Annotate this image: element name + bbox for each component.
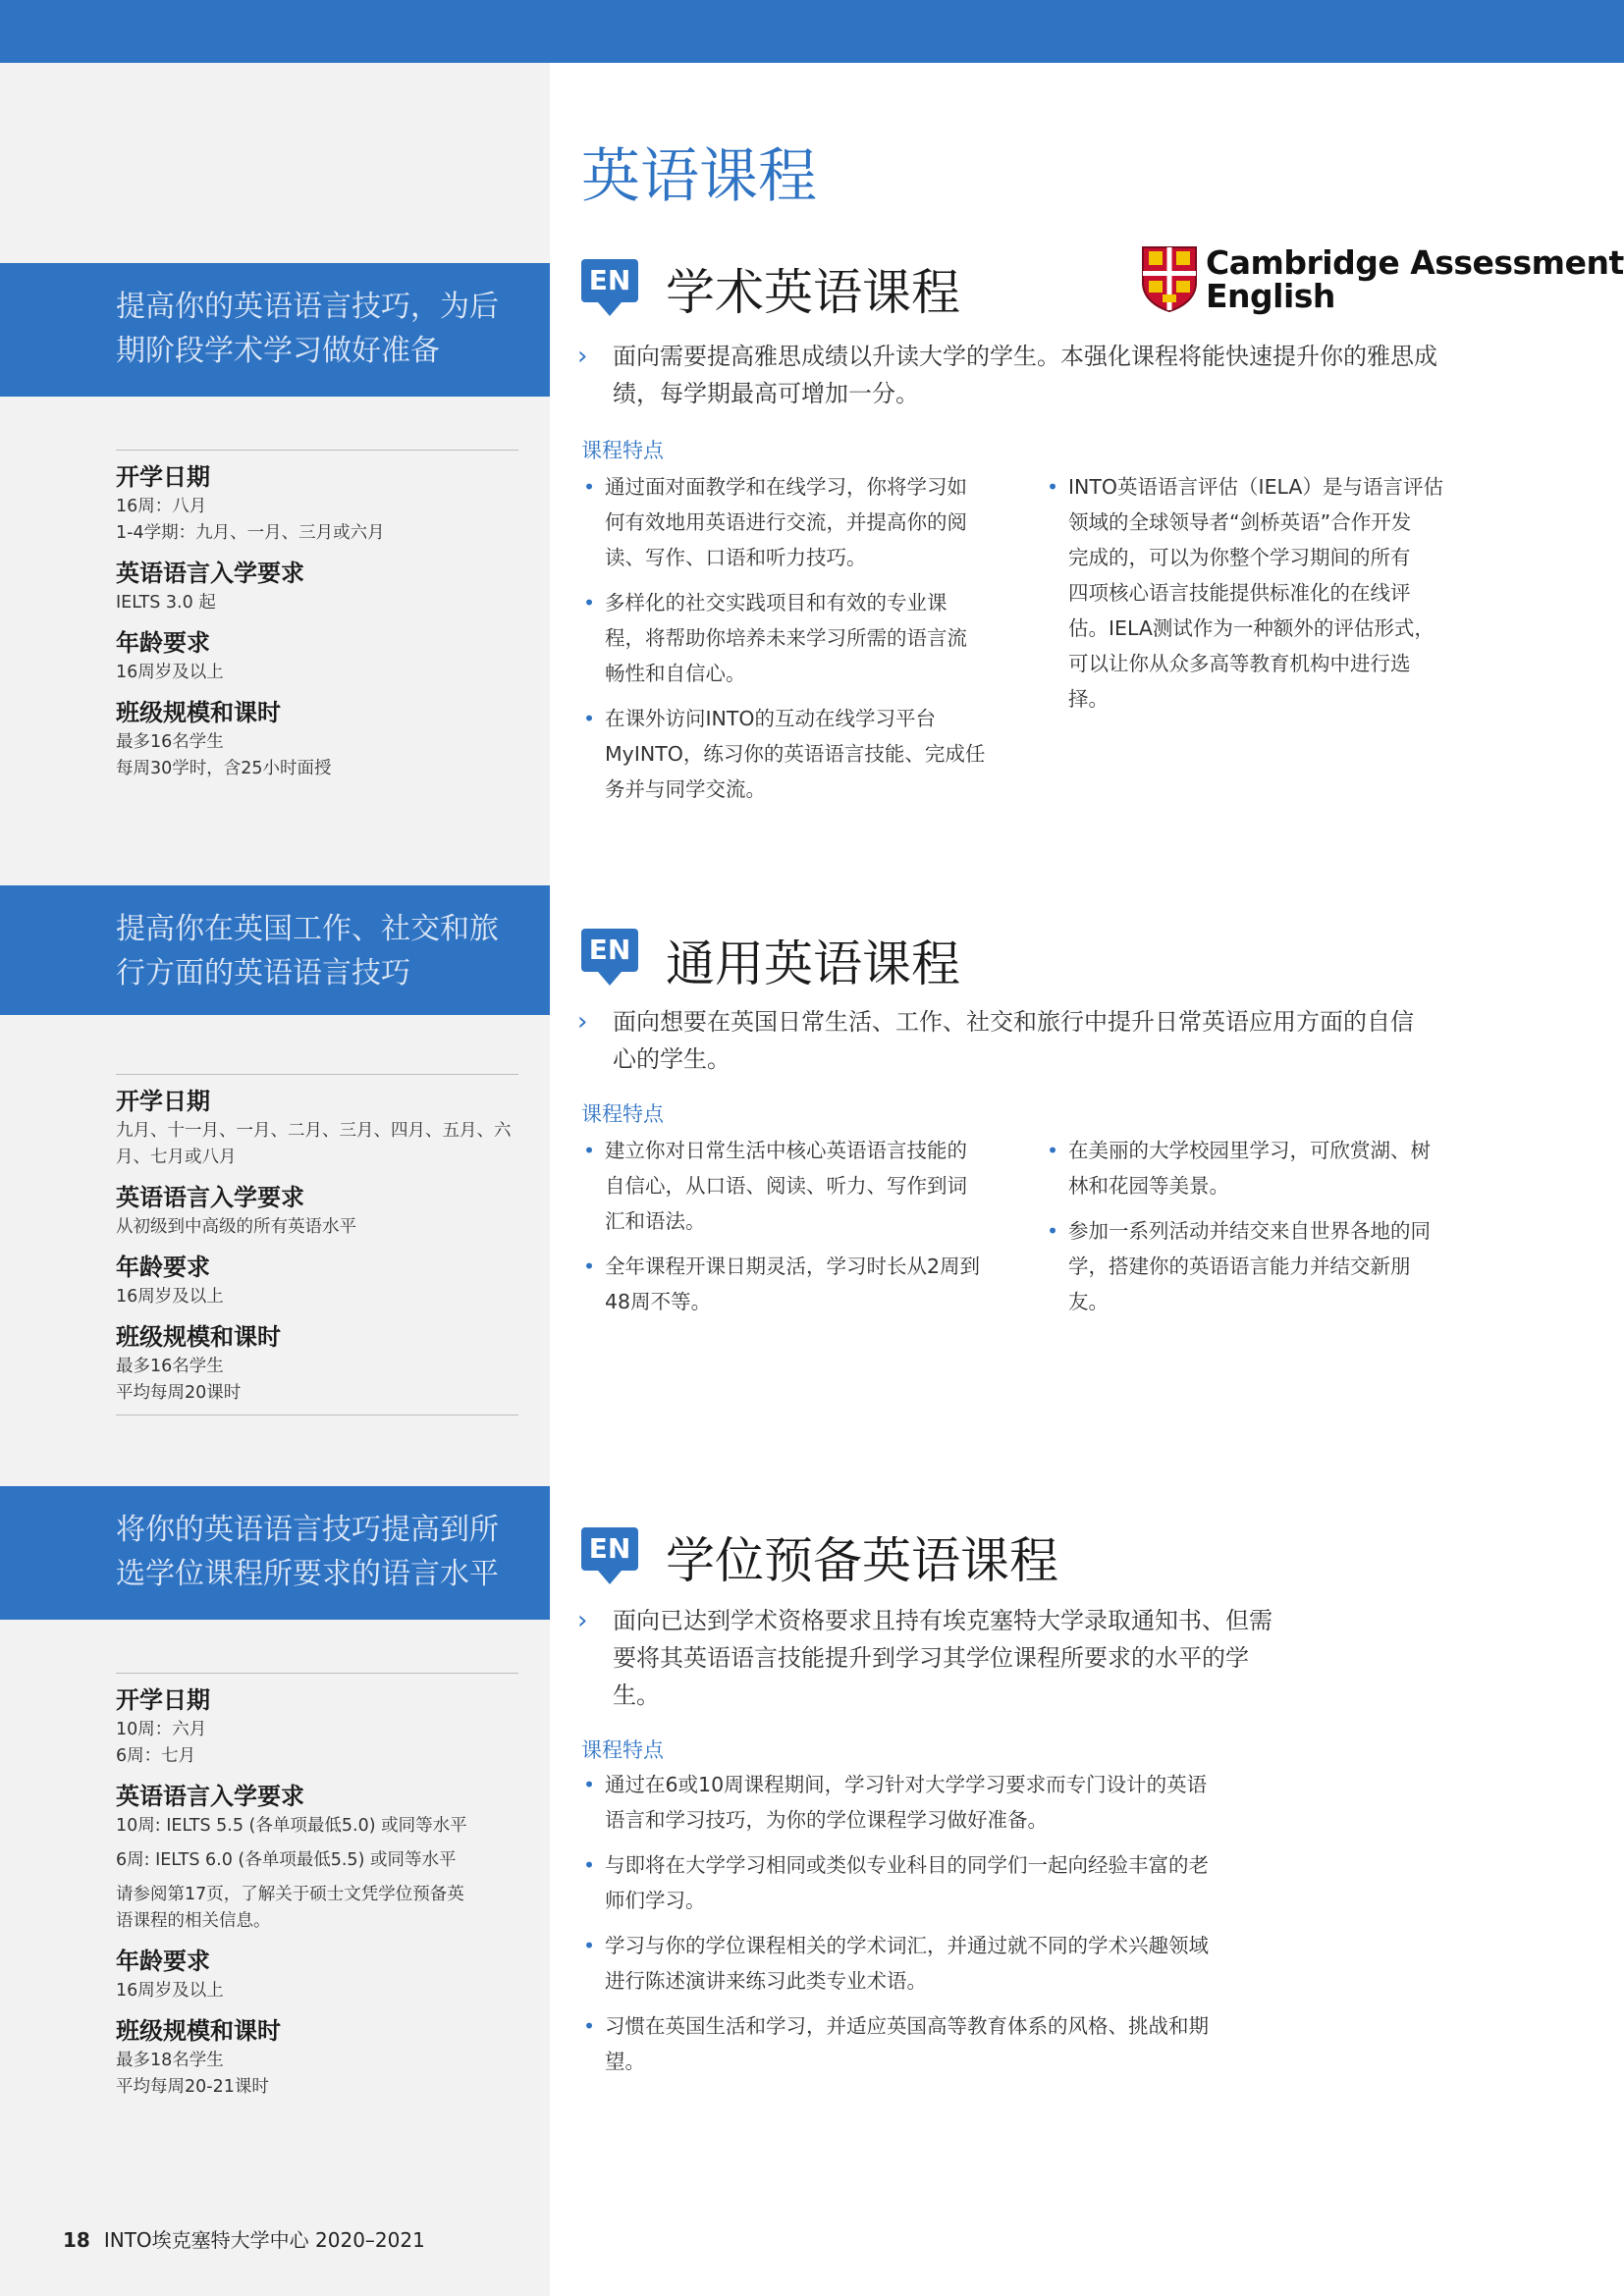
course-2-intro (577, 1003, 1481, 1078)
course-1-features-left (583, 469, 1035, 817)
feature-line: • 与即将在大学学习相同或类似专业科目的同学们一起向经验丰富的老 (605, 1853, 1209, 1877)
chevron-right-icon: › (577, 342, 588, 371)
requirement-heading: 英语语言入学要求 (116, 560, 304, 587)
list-item (583, 469, 1035, 575)
requirement-note: 语课程的相关信息。 (116, 1911, 271, 1931)
age-heading: 年龄要求 (116, 629, 210, 657)
feature-line: 程，将帮助你培养未来学习所需的语言流 (605, 626, 967, 650)
intro-line: 面向已达到学术资格要求且持有埃克塞特大学录取通知书、但需 (613, 1607, 1272, 1634)
feature-line: 读、写作、口语和听力技巧。 (605, 546, 867, 569)
feature-line: • 建立你对日常生活中核心英语语言技能的 (605, 1139, 967, 1162)
chevron-right-icon: › (577, 1606, 588, 1635)
banner-line: 提高你在英国工作、社交和旅 (116, 912, 499, 946)
footer-text: INTO埃克塞特大学中心 2020–2021 (103, 2228, 425, 2252)
banner-line: 将你的英语语言技巧提高到所 (116, 1513, 499, 1547)
feature-line: 畅性和自信心。 (605, 662, 746, 685)
course-2-features-label: 课程特点 (581, 1102, 664, 1126)
intro-line: 心的学生。 (613, 1045, 731, 1073)
feature-line: 师们学习。 (605, 1889, 706, 1912)
age-heading: 年龄要求 (116, 1254, 210, 1281)
age-value: 16周岁及以上 (116, 663, 224, 682)
list-item (583, 1847, 1329, 1918)
feature-line: • INTO英语语言评估（IELA）是与语言评估 (1068, 475, 1443, 499)
logo-line-1: Cambridge Assessment (1206, 243, 1624, 282)
course-2-title: 通用英语课程 (666, 935, 960, 992)
list-item (583, 1133, 1035, 1239)
feature-line: 完成的，可以为你整个学习期间的所有 (1068, 546, 1411, 569)
course-1-intro (577, 338, 1481, 412)
intro-line: 绩，每学期最高可增加一分。 (613, 380, 919, 407)
course-1-features-label: 课程特点 (581, 439, 664, 462)
course-1-title: 学术英语课程 (666, 264, 960, 321)
start-date-value: 10周：六月 (116, 1720, 207, 1739)
feature-line: • 习惯在英国生活和学习，并适应英国高等教育体系的风格、挑战和期 (605, 2014, 1209, 2038)
divider (116, 1074, 518, 1075)
en-badge-icon: EN (581, 929, 638, 972)
feature-line: 何有效地用英语进行交流，并提高你的阅 (605, 510, 967, 534)
class-size-value: 每周30学时，含25小时面授 (116, 759, 332, 778)
feature-line: 语言和学习技巧，为你的学位课程学习做好准备。 (605, 1808, 1048, 1832)
requirement-note: 请参阅第17页，了解关于硕士文凭学位预备英 (116, 1885, 464, 1904)
list-item (583, 701, 1035, 807)
feature-line: 可以让你从众多高等教育机构中进行选 (1068, 652, 1411, 675)
start-date-value: 6周：七月 (116, 1746, 196, 1766)
feature-line: 择。 (1068, 687, 1109, 711)
start-date-value: 1-4学期：九月、一月、三月或六月 (116, 523, 385, 543)
feature-line: • 多样化的社交实践项目和有效的专业课 (605, 591, 947, 614)
start-date-heading: 开学日期 (116, 1088, 210, 1115)
intro-line: 面向需要提高雅思成绩以升读大学的学生。本强化课程将能快速提升你的雅思成 (613, 343, 1437, 370)
en-badge-icon: EN (581, 259, 638, 302)
feature-line: 进行陈述演讲来练习此类专业术语。 (605, 1969, 927, 1993)
page-title: 英语课程 (581, 142, 817, 211)
en-badge-icon: EN (581, 1527, 638, 1571)
class-size-value: 最多18名学生 (116, 2051, 224, 2070)
course-1-features-right (1047, 469, 1508, 726)
divider (116, 450, 518, 451)
class-size-value: 最多16名学生 (116, 732, 224, 752)
requirement-value: 6周: IELTS 6.0 (各单项最低5.5) 或同等水平 (116, 1850, 457, 1870)
feature-line: 48周不等。 (605, 1290, 712, 1313)
course-3-intro (577, 1602, 1481, 1714)
feature-line: • 通过面对面教学和在线学习，你将学习如 (605, 475, 967, 499)
list-item (583, 1249, 1035, 1319)
list-item (583, 1767, 1329, 1838)
requirement-value: 10周: IELTS 5.5 (各单项最低5.0) 或同等水平 (116, 1816, 467, 1836)
course-2-features-left (583, 1133, 1035, 1329)
start-date-heading: 开学日期 (116, 1686, 210, 1714)
start-date-value: 九月、十一月、一月、二月、三月、四月、五月、六 (116, 1121, 512, 1141)
feature-line: • 学习与你的学位课程相关的学术词汇，并通过就不同的学术兴趣领域 (605, 1934, 1209, 1957)
top-bar (0, 0, 1624, 63)
feature-line: 领域的全球领导者“剑桥英语”合作开发 (1068, 510, 1412, 534)
start-date-heading: 开学日期 (116, 463, 210, 491)
list-item (1047, 1133, 1508, 1203)
feature-line: 估。IELA测试作为一种额外的评估形式， (1068, 616, 1435, 640)
course-2-banner (0, 885, 550, 1015)
course-3-features (583, 1767, 1329, 2089)
feature-line: 学，搭建你的英语语言能力并结交新朋 (1068, 1255, 1411, 1278)
cambridge-assessment-logo (1141, 243, 1624, 316)
start-date-value: 月、七月或八月 (116, 1148, 237, 1167)
class-size-value: 平均每周20课时 (116, 1383, 242, 1403)
start-date-value: 16周：八月 (116, 497, 207, 516)
course-3-info (116, 1673, 518, 2101)
banner-line: 期阶段学术学习做好准备 (116, 334, 440, 368)
class-size-heading: 班级规模和课时 (116, 699, 281, 726)
age-value: 16周岁及以上 (116, 1287, 224, 1307)
requirement-heading: 英语语言入学要求 (116, 1184, 304, 1211)
requirement-heading: 英语语言入学要求 (116, 1783, 304, 1810)
page-footer (63, 2224, 425, 2253)
class-size-value: 平均每周20-21课时 (116, 2077, 269, 2097)
feature-line: • 在美丽的大学校园里学习，可欣赏湖、树 (1068, 1139, 1431, 1162)
requirement-value: IELTS 3.0 起 (116, 593, 216, 613)
list-item (583, 1928, 1329, 1999)
course-3-features-label: 课程特点 (581, 1738, 664, 1762)
course-2-features-right (1047, 1133, 1508, 1329)
feature-line: 林和花园等美景。 (1068, 1174, 1229, 1198)
list-item (583, 585, 1035, 691)
course-3-banner (0, 1486, 550, 1620)
cambridge-shield-icon (1141, 245, 1198, 312)
logo-line-2: English (1206, 277, 1335, 315)
feature-line: 四项核心语言技能提供标准化的在线评 (1068, 581, 1411, 605)
feature-line: • 参加一系列活动并结交来自世界各地的同 (1068, 1219, 1431, 1243)
list-item (583, 2008, 1329, 2079)
feature-line: • 通过在6或10周课程期间，学习针对大学学习要求而专门设计的英语 (605, 1773, 1208, 1796)
intro-line: 要将其英语语言技能提升到学习其学位课程所要求的水平的学 (613, 1644, 1249, 1672)
feature-line: • 在课外访问INTO的互动在线学习平台 (605, 707, 937, 730)
course-1-info (116, 450, 518, 782)
banner-line: 选学位课程所要求的语言水平 (116, 1557, 499, 1591)
course-2-info (116, 1074, 518, 1415)
age-value: 16周岁及以上 (116, 1981, 224, 2001)
class-size-heading: 班级规模和课时 (116, 2017, 281, 2045)
course-1-banner (0, 263, 550, 397)
banner-line: 提高你的英语语言技巧，为后 (116, 290, 499, 324)
feature-line: 友。 (1068, 1290, 1109, 1313)
feature-line: 望。 (605, 2050, 645, 2073)
intro-line: 面向想要在英国日常生活、工作、社交和旅行中提升日常英语应用方面的自信 (613, 1008, 1414, 1036)
course-3-title: 学位预备英语课程 (666, 1532, 1058, 1589)
feature-line: • 全年课程开课日期灵活，学习时长从2周到 (605, 1255, 981, 1278)
feature-line: 自信心，从口语、阅读、听力、写作到词 (605, 1174, 967, 1198)
feature-line: 务并与同学交流。 (605, 777, 766, 801)
chevron-right-icon: › (577, 1007, 588, 1037)
class-size-value: 最多16名学生 (116, 1357, 224, 1376)
requirement-value: 从初级到中高级的所有英语水平 (116, 1217, 356, 1237)
intro-line: 生。 (613, 1682, 660, 1709)
feature-line: MyINTO，练习你的英语语言技能、完成任 (605, 742, 986, 766)
feature-line: 汇和语法。 (605, 1209, 706, 1233)
banner-line: 行方面的英语语言技巧 (116, 956, 410, 990)
list-item (1047, 469, 1508, 717)
page-number: 18 (63, 2228, 90, 2252)
age-heading: 年龄要求 (116, 1948, 210, 1975)
divider (116, 1673, 518, 1674)
list-item (1047, 1213, 1508, 1319)
class-size-heading: 班级规模和课时 (116, 1323, 281, 1351)
